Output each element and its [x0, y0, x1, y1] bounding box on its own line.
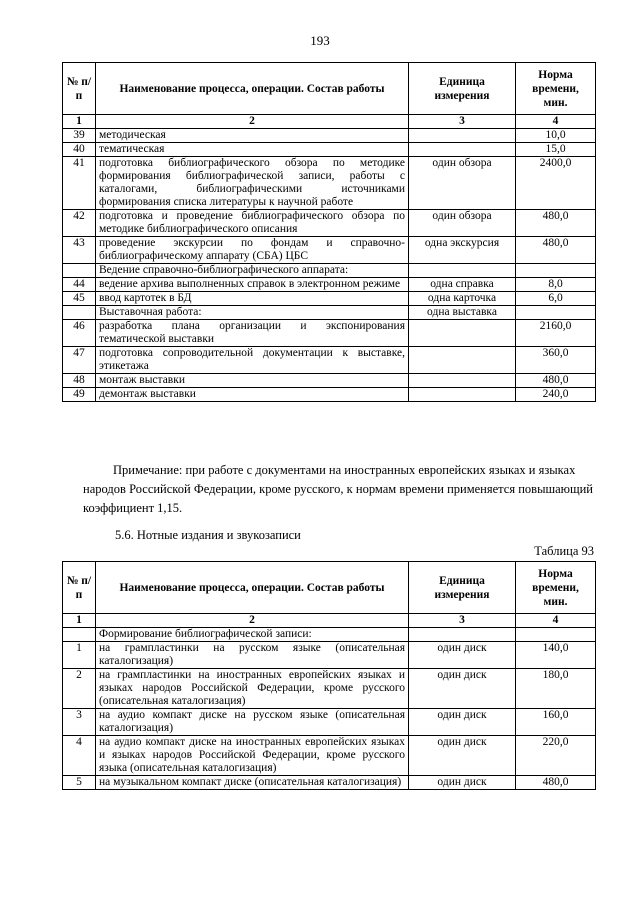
row-unit: один диск — [409, 709, 516, 736]
row-unit: один диск — [409, 669, 516, 709]
row-norm — [516, 628, 596, 642]
column-number: 2 — [96, 614, 409, 628]
row-number: 42 — [63, 210, 96, 237]
row-norm: 6,0 — [516, 292, 596, 306]
row-unit — [409, 628, 516, 642]
table-row — [63, 642, 596, 669]
column-number-row — [63, 115, 596, 129]
row-norm: 8,0 — [516, 278, 596, 292]
header-norm: Норма времени, мин. — [516, 562, 596, 614]
row-norm — [516, 264, 596, 278]
row-number — [63, 264, 96, 278]
column-number: 1 — [63, 614, 96, 628]
table-row — [63, 264, 596, 278]
note-rest: народов Российской Федерации, кроме русского, к нормам времени применяется повышающий коэффициент 1,15. — [83, 482, 593, 515]
table-body — [63, 129, 596, 402]
table-label: Таблица 93 — [534, 544, 594, 558]
row-process: Формирование библиографической записи: — [96, 628, 409, 642]
row-process: разработка плана организации и экспонирования тематической выставки — [96, 320, 409, 347]
row-number — [63, 306, 96, 320]
table-row — [63, 736, 596, 776]
row-process: на аудио компакт диске на русском языке (описательная каталогизация) — [96, 709, 409, 736]
table-header-row — [63, 562, 596, 614]
row-process: подготовка сопроводительной документации к выставке, этикетажа — [96, 347, 409, 374]
note — [83, 461, 593, 518]
row-unit — [409, 264, 516, 278]
row-unit: одна выставка — [409, 306, 516, 320]
table-row — [63, 776, 596, 790]
column-number: 3 — [409, 614, 516, 628]
row-norm: 2160,0 — [516, 320, 596, 347]
row-process: на грампластинки на иностранных европейских языках и языках народов Российской Федерации, кроме русского (описательная каталогизация) — [96, 669, 409, 709]
header-num: № п/п — [63, 63, 96, 115]
row-process: проведение экскурсии по фондам и справочно-библиографическому аппарату (СБА) ЦБС — [96, 237, 409, 264]
row-norm: 220,0 — [516, 736, 596, 776]
row-number: 4 — [63, 736, 96, 776]
row-norm: 2400,0 — [516, 157, 596, 210]
row-unit: одна карточка — [409, 292, 516, 306]
table-row — [63, 306, 596, 320]
row-unit: один диск — [409, 642, 516, 669]
header-norm: Норма времени, мин. — [516, 63, 596, 115]
section-title: 5.6. Нотные издания и звукозаписи — [115, 528, 301, 542]
row-process: на аудио компакт диске на иностранных европейских языках и языках народов Российской Федерации, кроме русского языка (описательная каталогизация) — [96, 736, 409, 776]
row-process: монтаж выставки — [96, 374, 409, 388]
row-number: 45 — [63, 292, 96, 306]
row-norm: 480,0 — [516, 776, 596, 790]
row-norm: 160,0 — [516, 709, 596, 736]
row-unit — [409, 374, 516, 388]
table-row — [63, 157, 596, 210]
table-row — [63, 709, 596, 736]
row-unit: одна экскурсия — [409, 237, 516, 264]
table-row — [63, 143, 596, 157]
column-number: 3 — [409, 115, 516, 129]
table-row — [63, 129, 596, 143]
row-unit — [409, 347, 516, 374]
row-norm — [516, 306, 596, 320]
table-header-row — [63, 63, 596, 115]
row-norm: 180,0 — [516, 669, 596, 709]
table-row — [63, 374, 596, 388]
note-line-1: Примечание: при работе с документами на иностранных европейских языках и языках — [113, 463, 576, 477]
table-row — [63, 347, 596, 374]
header-unit: Единица измерения — [409, 63, 516, 115]
row-process: Ведение справочно-библиографического аппарата: — [96, 264, 409, 278]
row-unit: один диск — [409, 736, 516, 776]
header-num: № п/п — [63, 562, 96, 614]
table-row — [63, 278, 596, 292]
row-process: тематическая — [96, 143, 409, 157]
row-number: 3 — [63, 709, 96, 736]
row-process: на музыкальном компакт диске (описательная каталогизация) — [96, 776, 409, 790]
column-number: 1 — [63, 115, 96, 129]
row-number: 46 — [63, 320, 96, 347]
row-unit: один диск — [409, 776, 516, 790]
row-unit: один обзора — [409, 157, 516, 210]
table-body — [63, 628, 596, 790]
row-number: 1 — [63, 642, 96, 669]
column-number: 2 — [96, 115, 409, 129]
page-number: 193 — [310, 33, 330, 48]
column-number: 4 — [516, 614, 596, 628]
header-unit: Единица измерения — [409, 562, 516, 614]
row-norm: 360,0 — [516, 347, 596, 374]
header-process: Наименование процесса, операции. Состав работы — [96, 562, 409, 614]
row-unit — [409, 388, 516, 402]
row-unit — [409, 320, 516, 347]
row-norm: 240,0 — [516, 388, 596, 402]
table-row — [63, 388, 596, 402]
norms-table-1 — [62, 62, 596, 402]
row-number: 39 — [63, 129, 96, 143]
table-row — [63, 628, 596, 642]
norms-table-2 — [62, 561, 596, 790]
row-process: Выставочная работа: — [96, 306, 409, 320]
row-norm: 140,0 — [516, 642, 596, 669]
table-row — [63, 292, 596, 306]
column-number-row — [63, 614, 596, 628]
row-unit: одна справка — [409, 278, 516, 292]
table-row — [63, 669, 596, 709]
row-process: подготовка и проведение библиографического обзора по методике библиографического описания — [96, 210, 409, 237]
row-norm: 10,0 — [516, 129, 596, 143]
row-number: 5 — [63, 776, 96, 790]
table-row — [63, 320, 596, 347]
row-number: 40 — [63, 143, 96, 157]
row-number: 2 — [63, 669, 96, 709]
row-process: методическая — [96, 129, 409, 143]
row-number: 48 — [63, 374, 96, 388]
row-process: ввод картотек в БД — [96, 292, 409, 306]
row-unit — [409, 143, 516, 157]
row-unit: один обзора — [409, 210, 516, 237]
column-number: 4 — [516, 115, 596, 129]
header-process: Наименование процесса, операции. Состав работы — [96, 63, 409, 115]
table-row — [63, 210, 596, 237]
row-process: демонтаж выставки — [96, 388, 409, 402]
row-norm: 480,0 — [516, 210, 596, 237]
row-process: на грампластинки на русском языке (описательная каталогизация) — [96, 642, 409, 669]
row-norm: 15,0 — [516, 143, 596, 157]
row-process: подготовка библиографического обзора по методике формирования библиографической записи, работы с каталогами, библиографическими источниками формирования списка литературы к научной работе — [96, 157, 409, 210]
table-row — [63, 237, 596, 264]
row-number: 41 — [63, 157, 96, 210]
row-norm: 480,0 — [516, 237, 596, 264]
row-number: 49 — [63, 388, 96, 402]
row-unit — [409, 129, 516, 143]
row-number: 47 — [63, 347, 96, 374]
row-process: ведение архива выполненных справок в электронном режиме — [96, 278, 409, 292]
row-norm: 480,0 — [516, 374, 596, 388]
row-number — [63, 628, 96, 642]
row-number: 43 — [63, 237, 96, 264]
row-number: 44 — [63, 278, 96, 292]
